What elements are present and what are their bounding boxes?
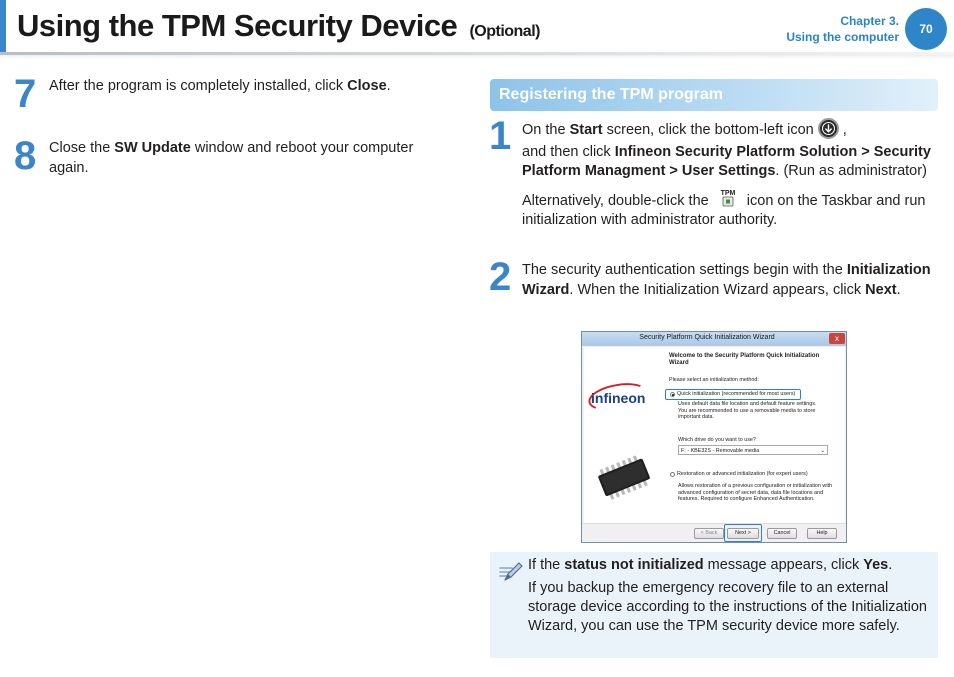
step-1-line2	[522, 143, 938, 182]
note-l1-bold2: Yes	[863, 557, 889, 573]
step-1-line1	[522, 118, 938, 141]
note-line-1	[528, 556, 930, 575]
step-1-alt2: icon on the Taskbar and run initialization with administrator authority.	[522, 192, 926, 228]
step-8-post: window and reboot your computer again.	[49, 140, 414, 176]
quick-init-label: Quick initialization (recommended for most users)	[677, 391, 796, 397]
section-heading: Registering the TPM program	[499, 86, 724, 103]
step-1-t2: screen, click the bottom-left icon	[602, 122, 818, 138]
drive-select[interactable]	[678, 445, 828, 455]
tpm-chip-icon	[590, 447, 660, 507]
step-2-b2: Next	[865, 281, 897, 298]
step-2-text	[522, 261, 938, 300]
step-2-t3: .	[896, 281, 901, 298]
wizard-brand-panel	[584, 347, 664, 523]
step-7-post: .	[386, 78, 391, 94]
advanced-init-radio[interactable]	[670, 472, 675, 477]
step-2-b1: Initialization Wizard	[522, 262, 931, 298]
step-8-pre: Close the	[49, 140, 115, 156]
svg-text:TPM: TPM	[720, 189, 736, 197]
wizard-welcome-2: Wizard	[669, 360, 689, 366]
step-1-b2: Infineon Security Platform Solution > Security Platform Managment > User Settings	[522, 143, 931, 179]
wizard-cancel-button[interactable]: Cancel	[767, 528, 797, 539]
step-2-number: 2	[489, 255, 512, 299]
advanced-init-desc-3: features. Required to configure Enhanced Authentication.	[678, 496, 815, 502]
note-l1-pre: If the	[528, 557, 565, 573]
wizard-close-button[interactable]: x	[829, 333, 845, 344]
chapter-number: Chapter 3.	[840, 14, 899, 28]
section-heading-bar	[490, 79, 938, 111]
drive-question: Which drive do you want to use?	[678, 437, 756, 443]
step-1-t5: . (Run as administrator)	[775, 163, 927, 179]
step-1-text	[522, 118, 938, 231]
chapter-label	[786, 13, 899, 45]
advanced-init-desc-1: Allows restoration of a previous configuration or initialization with	[678, 483, 833, 489]
initialization-wizard-screenshot	[581, 331, 847, 543]
step-1-alt1: Alternatively, double-click the	[522, 192, 713, 209]
chapter-title: Using the computer	[786, 30, 899, 44]
step-7-number: 7	[14, 72, 37, 116]
tpm-taskbar-icon	[717, 188, 739, 208]
advanced-init-desc-2: advanced configuration of secret data, data file locations and	[678, 489, 824, 496]
wizard-welcome: Welcome to the Security Platform Quick Initialization	[669, 353, 820, 359]
step-2-t1: The security authentication settings begin with the	[522, 262, 847, 278]
note-box	[490, 552, 938, 658]
chevron-down-icon: ⌄	[820, 447, 825, 454]
step-1-alternative	[522, 188, 938, 231]
step-1-t4: and then click	[522, 143, 615, 160]
wizard-select-method: Please select an initialization method:	[669, 377, 759, 383]
note-pen-icon	[498, 560, 524, 584]
note-l1-post: .	[888, 557, 893, 573]
note-l1-bold: status not initialized	[564, 557, 704, 573]
step-8-text	[49, 139, 449, 178]
wizard-titlebar	[582, 332, 846, 346]
page-title-suffix: (Optional)	[469, 23, 540, 40]
wizard-back-button[interactable]: < Back	[694, 528, 724, 539]
header-shadow	[0, 55, 954, 59]
infineon-logo: infineon	[591, 390, 646, 406]
step-8-number: 8	[14, 134, 37, 178]
step-1-b1: Start	[569, 122, 603, 138]
note-line-2: If you backup the emergency recovery file to an external storage device according to the instructions of the Initialization Wizard, you can use the TPM security device more safely.	[528, 580, 927, 634]
quick-init-desc-3: important data.	[678, 414, 714, 420]
step-8-bold: SW Update	[114, 140, 191, 156]
step-1-number: 1	[489, 114, 512, 158]
note-text	[528, 556, 930, 640]
step-1-t1: On the	[522, 122, 570, 138]
page-title	[17, 8, 540, 44]
page-title-text: Using the TPM Security Device	[17, 8, 458, 43]
quick-init-radio[interactable]	[670, 392, 675, 397]
page-number-badge: 70	[905, 8, 947, 50]
quick-init-desc-1: Uses default data file location and default feature settings.	[678, 401, 817, 407]
step-7-bold: Close	[347, 78, 387, 94]
note-l1-mid: message appears, click	[703, 557, 864, 573]
wizard-next-button[interactable]: Next >	[727, 528, 759, 539]
header-accent-bar	[0, 0, 6, 52]
down-arrow-icon	[818, 118, 839, 139]
wizard-help-button[interactable]: Help	[807, 528, 837, 539]
advanced-init-label: Restoration or advanced initialization (for expert users)	[677, 471, 808, 477]
wizard-title: Security Platform Quick Initialization Wizard	[639, 334, 775, 341]
step-1-t3: ,	[838, 122, 847, 138]
step-2-t2: . When the Initialization Wizard appears, click	[569, 281, 866, 298]
quick-init-desc-2: You are recommended to use a removable media to store	[678, 407, 816, 414]
step-7-pre: After the program is completely installed, click	[49, 78, 348, 94]
step-7-text	[49, 77, 449, 97]
drive-select-value: F: - KBE32S - Removable media	[681, 447, 760, 454]
